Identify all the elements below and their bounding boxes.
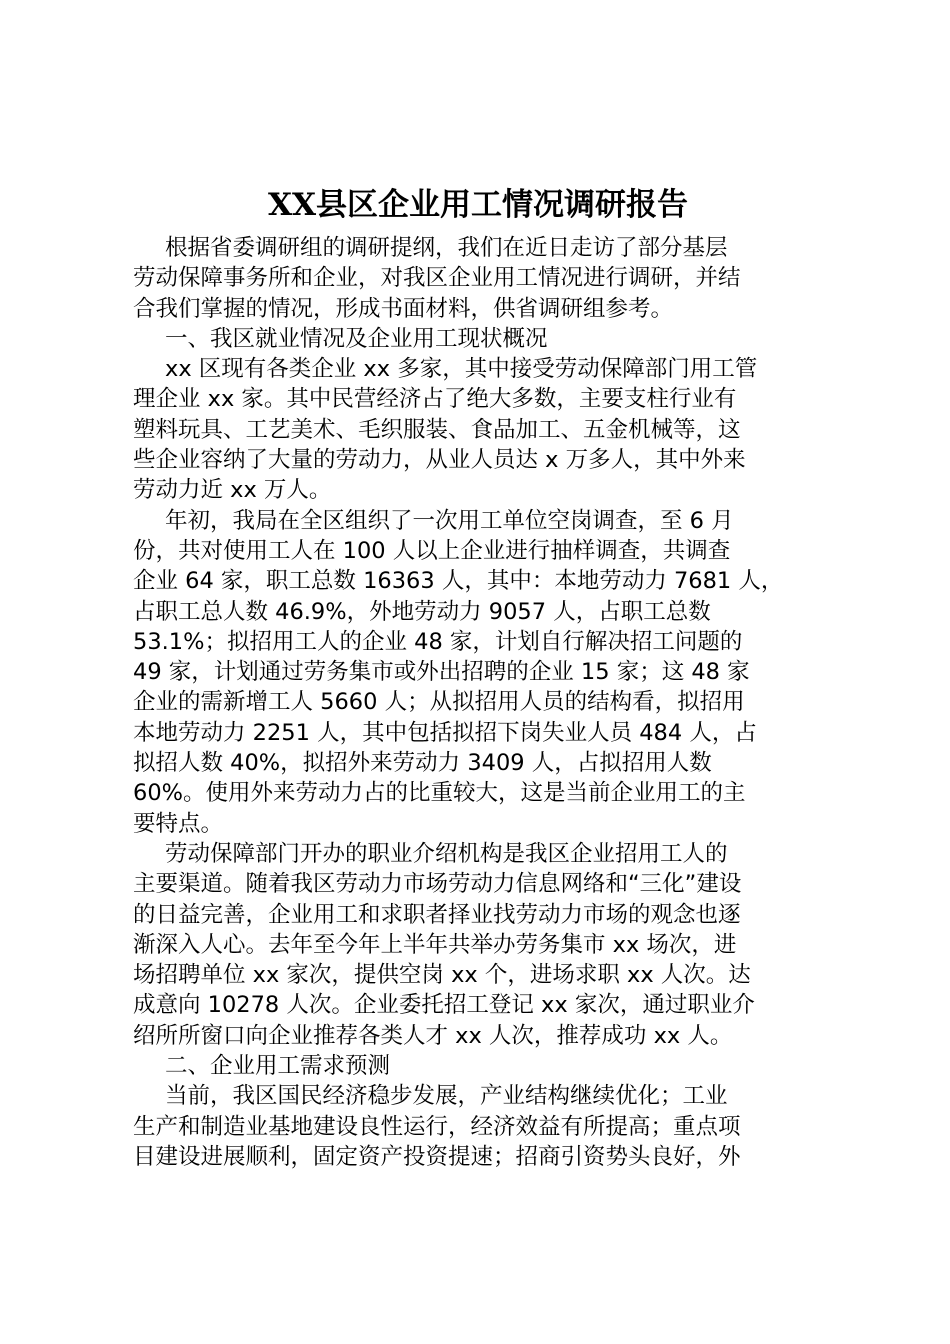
- paragraph-line: 拟招人数 40%，拟招外来劳动力 3409 人，占拟招用人数: [133, 750, 712, 777]
- section-1-heading: 一、我区就业情况及企业用工现状概况: [165, 325, 548, 352]
- paragraph-line: 绍所所窗口向企业推荐各类人才 xx 人次，推荐成功 xx 人。: [133, 1022, 733, 1049]
- paragraph-line: 场招聘单位 xx 家次，提供空岗 xx 个，进场求职 xx 人次。达: [133, 962, 751, 989]
- paragraph-line: 劳动保障部门开办的职业介绍机构是我区企业招用工人的: [165, 840, 728, 867]
- paragraph-line: 要特点。: [133, 810, 224, 837]
- paragraph-line: 成意向 10278 人次。企业委托招工登记 xx 家次，通过职业介: [133, 992, 755, 1019]
- paragraph-2: [133, 506, 823, 839]
- paragraph-line: 占职工总人数 46.9%，外地劳动力 9057 人，占职工总数: [133, 598, 711, 625]
- paragraph-line: 企业的需新增工人 5660 人；从拟招用人员的结构看，拟招用: [133, 689, 745, 716]
- paragraph-3: [133, 839, 823, 1051]
- intro-line: 根据省委调研组的调研提纲，我们在近日走访了部分基层: [165, 235, 728, 261]
- paragraph-line: 塑料玩具、工艺美术、毛织服装、食品加工、五金机械等，这: [133, 416, 741, 443]
- document-title: XX县区企业用工情况调研报告: [267, 187, 689, 223]
- section-2-heading: 二、企业用工需求预测: [165, 1053, 391, 1080]
- paragraph-line: 生产和制造业基地建设良性运行，经济效益有所提高；重点项: [133, 1113, 741, 1140]
- paragraph-line: 企业 64 家，职工总数 16363 人，其中：本地劳动力 7681 人，: [133, 568, 784, 595]
- intro-paragraph: [133, 233, 823, 324]
- paragraph-line: 渐深入人心。去年至今年上半年共举办劳务集市 xx 场次，进: [133, 931, 737, 958]
- paragraph-line: 份，共对使用工人在 100 人以上企业进行抽样调查，共调查: [133, 537, 731, 564]
- intro-line: 劳动保障事务所和企业，对我区企业用工情况进行调研，并结: [133, 265, 741, 292]
- paragraph-1: [133, 354, 823, 505]
- document-body: [133, 233, 823, 1172]
- paragraph-line: 当前，我区国民经济稳步发展，产业结构继续优化；工业: [165, 1083, 728, 1110]
- paragraph-line: 些企业容纳了大量的劳动力，从业人员达 x 万多人，其中外来: [133, 447, 746, 474]
- paragraph-line: 53.1%；拟招用工人的企业 48 家，计划自行解决招工问题的: [133, 628, 743, 655]
- paragraph-line: 49 家，计划通过劳务集市或外出招聘的企业 15 家；这 48 家: [133, 659, 750, 686]
- paragraph-line: 目建设进展顺利，固定资产投资提速；招商引资势头良好，外: [133, 1143, 741, 1170]
- paragraph-line: 理企业 xx 家。其中民营经济占了绝大多数，主要支柱行业有: [133, 386, 737, 413]
- paragraph-line: xx 区现有各类企业 xx 多家，其中接受劳动保障部门用工管: [165, 356, 758, 383]
- paragraph-line: 年初，我局在全区组织了一次用工单位空岗调查，至 6 月: [165, 507, 734, 534]
- paragraph-line: 本地劳动力 2251 人，其中包括拟招下岗失业人员 484 人，占: [133, 719, 757, 746]
- paragraph-line: 60%。使用外来劳动力占的比重较大，这是当前企业用工的主: [133, 780, 746, 807]
- paragraph-line: 主要渠道。随着我区劳动力市场劳动力信息网络和“三化”建设: [133, 871, 742, 898]
- intro-line: 合我们掌握的情况，形成书面材料，供省调研组参考。: [133, 295, 674, 322]
- paragraph-line: 劳动力近 xx 万人。: [133, 477, 332, 504]
- paragraph-4: [133, 1081, 823, 1172]
- paragraph-line: 的日益完善，企业用工和求职者择业找劳动力市场的观念也逐: [133, 901, 741, 928]
